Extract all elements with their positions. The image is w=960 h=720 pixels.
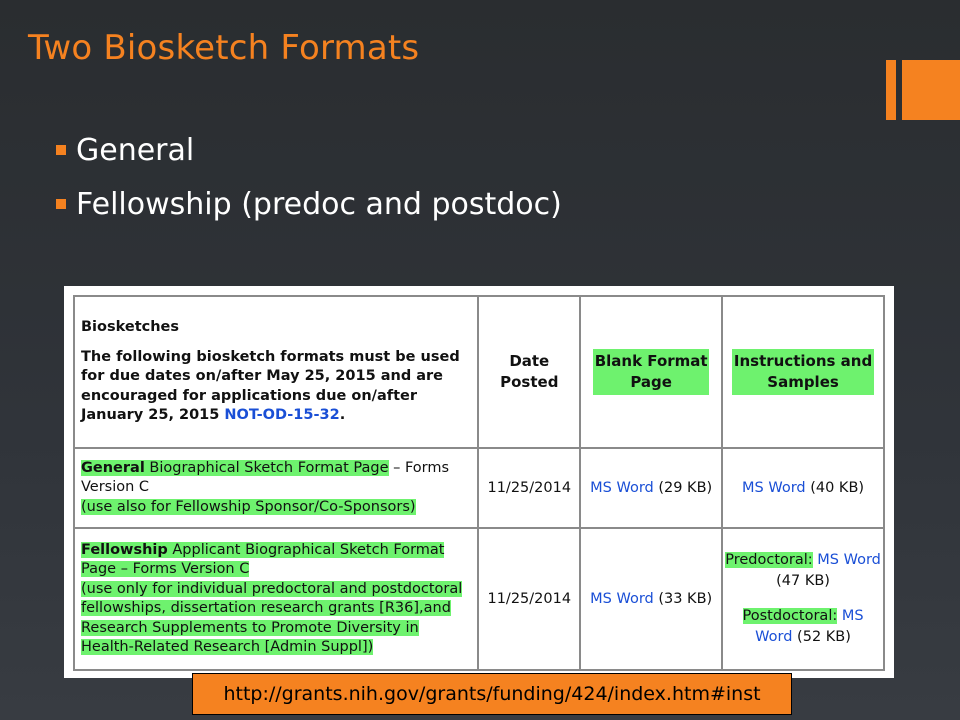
header-description-cell <box>74 296 478 448</box>
bullet-item <box>56 130 562 170</box>
row-lead: Fellowship <box>81 541 168 558</box>
ms-word-link[interactable]: MS Word <box>755 608 864 645</box>
header-date-cell <box>478 296 580 448</box>
notice-period: . <box>339 407 346 424</box>
square-bullet-icon <box>56 145 66 155</box>
file-size: (33 KB) <box>653 591 713 607</box>
row-blank-cell <box>580 448 722 528</box>
bullet-text: General <box>76 132 195 168</box>
row-description-cell <box>74 528 478 670</box>
ms-word-link[interactable]: MS Word <box>590 591 654 607</box>
row-lead: General <box>81 459 145 476</box>
table-intro: The following biosketch formats must be used for due dates on/after May 25, 2015 and are encouraged for applications due on/after January 25, 2015 <box>81 348 460 424</box>
row-instructions-cell <box>722 528 884 670</box>
header-blank-cell <box>580 296 722 448</box>
row-blank-cell <box>580 528 722 670</box>
row-note: (use also for Fellowship Sponsor/Co-Sponsors) <box>81 498 416 515</box>
table-row <box>74 448 884 528</box>
file-size: (52 KB) <box>792 629 851 645</box>
table-row <box>74 528 884 670</box>
file-size: (40 KB) <box>805 480 865 496</box>
row-date: 11/25/2014 <box>487 591 572 607</box>
row-title: Biographical Sketch Format Page <box>144 459 389 476</box>
bullet-item <box>56 184 562 224</box>
biosketch-table <box>73 295 885 671</box>
ms-word-link[interactable]: MS Word <box>817 552 881 568</box>
source-url[interactable]: http://grants.nih.gov/grants/funding/424/index.htm#inst <box>192 673 792 715</box>
table-heading: Biosketches <box>81 319 180 336</box>
slide-title: Two Biosketch Formats <box>28 28 420 68</box>
table-header-row <box>74 296 884 448</box>
biosketch-table-image <box>64 286 894 678</box>
ms-word-link[interactable]: MS Word <box>742 480 806 496</box>
row-date-cell <box>478 528 580 670</box>
row-suffix: – Forms Version C <box>81 459 450 496</box>
notice-link[interactable]: NOT-OD-15-32 <box>224 407 340 424</box>
col-instructions: Instructions and Samples <box>732 349 874 395</box>
accent-bar-wide <box>902 60 960 120</box>
file-size: (29 KB) <box>653 480 713 496</box>
col-blank-format: Blank Format Page <box>593 349 709 395</box>
row-date-cell <box>478 448 580 528</box>
header-instructions-cell <box>722 296 884 448</box>
row-date: 11/25/2014 <box>487 480 572 496</box>
bullet-text: Fellowship (predoc and postdoc) <box>76 186 562 222</box>
row-title: Applicant Biographical Sketch Format Page – Forms Version C <box>81 541 445 577</box>
row-description-cell <box>74 448 478 528</box>
row-note: (use only for individual predoctoral and postdoctoral fellowships, dissertation research grants [R36],and Research Supplements to Promote Diversity in Health-Related Research [Admin Suppl]) <box>81 580 463 655</box>
col-date-posted: Date Posted <box>500 352 559 391</box>
row-instructions-cell <box>722 448 884 528</box>
ms-word-link[interactable]: MS Word <box>590 480 654 496</box>
postdoctoral-label: Postdoctoral: <box>742 608 838 624</box>
bullet-list <box>56 130 562 238</box>
square-bullet-icon <box>56 199 66 209</box>
predoctoral-label: Predoctoral: <box>725 552 813 568</box>
accent-bar-thin <box>886 60 896 120</box>
file-size: (47 KB) <box>776 573 830 589</box>
